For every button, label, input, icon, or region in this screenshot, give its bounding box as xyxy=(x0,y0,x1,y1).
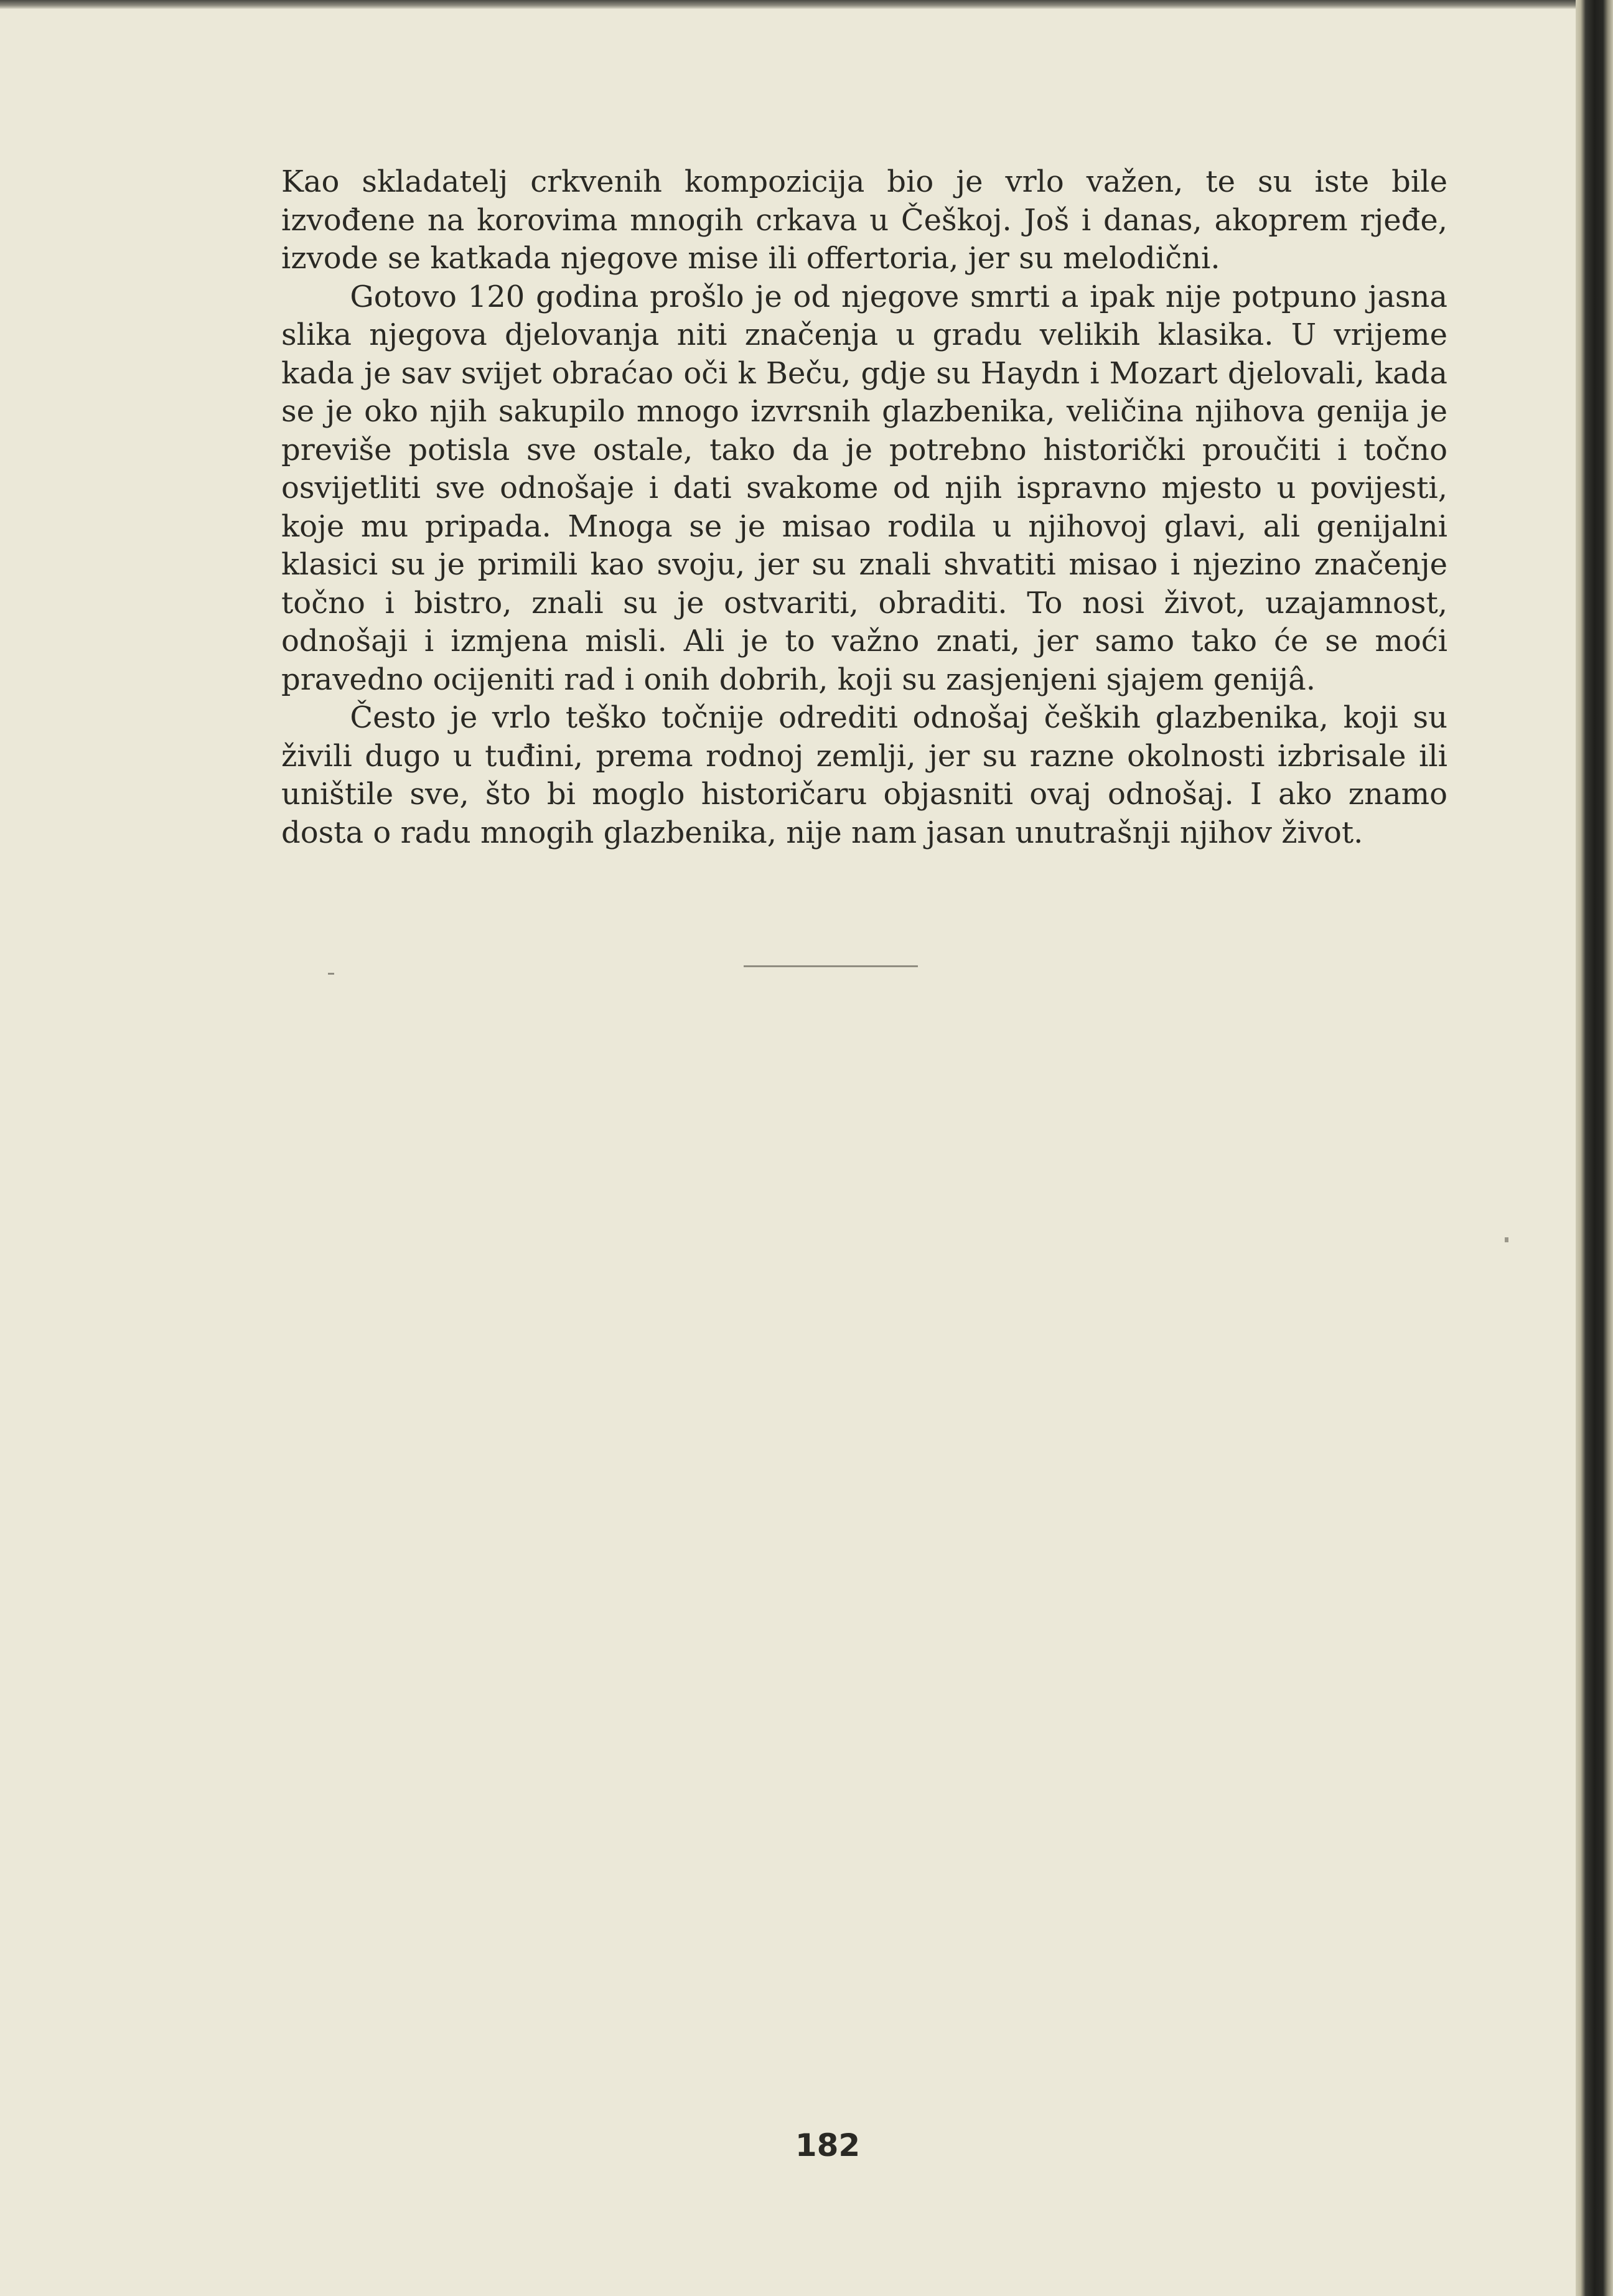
paragraph-1: Kao skladatelj crkvenih kompozicija bio je vrlo važen, te su iste bile izvođene na korovima mnogih crkava u Češkoj. Još i danas, akoprem rjeđe, izvode se katkada njegove mise ili offertoria, jer su melodični. xyxy=(281,164,1447,276)
paragraph-3: Često je vrlo teško točnije odrediti odnošaj čeških glazbenika, koji su živili dugo u tuđini, prema rodnoj zemlji, jer su razne okolnosti izbrisale ili uništile sve, što bi moglo historičaru objasniti ovaj odnošaj. I ako znamo dosta o radu mnogih glazbenika, nije nam jasan unutrašnji njihov život. xyxy=(281,700,1447,850)
section-separator xyxy=(744,965,918,967)
page-top-edge xyxy=(0,0,1581,9)
book-spine-gutter xyxy=(1576,0,1613,2296)
paragraph-2: Gotovo 120 godina prošlo je od njegove smrti a ipak nije potpuno jasna slika njegova djelovanja niti značenja u gradu velikih klasika. U vrijeme kada je sav svijet obraćao oči k Beču, gdje su Haydn i Mozart djelovali, kada se je oko njih sakupilo mnogo izvrsnih glazbenika, veličina njihova genija je previše potisla sve ostale, tako da je potrebno historički proučiti i točno osvijetliti sve odnošaje i dati svakome od njih ispravno mjesto u povijesti, koje mu pripada. Mnoga se je misao rodila u njihovoj glavi, ali genijalni klasici su je primili kao svoju, jer su znali shvatiti misao i njezino značenje točno i bistro, znali su je ostvariti, obraditi. To nosi život, uzajamnost, odnošaji i izmjena misli. Ali je to važno znati, jer samo tako će se moći pravedno ocijeniti rad i onih dobrih, koji su zasjenjeni sjajem genijâ. xyxy=(281,279,1447,697)
scan-mark xyxy=(1505,1237,1508,1242)
body-text xyxy=(281,163,1447,852)
scan-mark xyxy=(328,973,334,975)
page-number: 182 xyxy=(795,2127,861,2163)
